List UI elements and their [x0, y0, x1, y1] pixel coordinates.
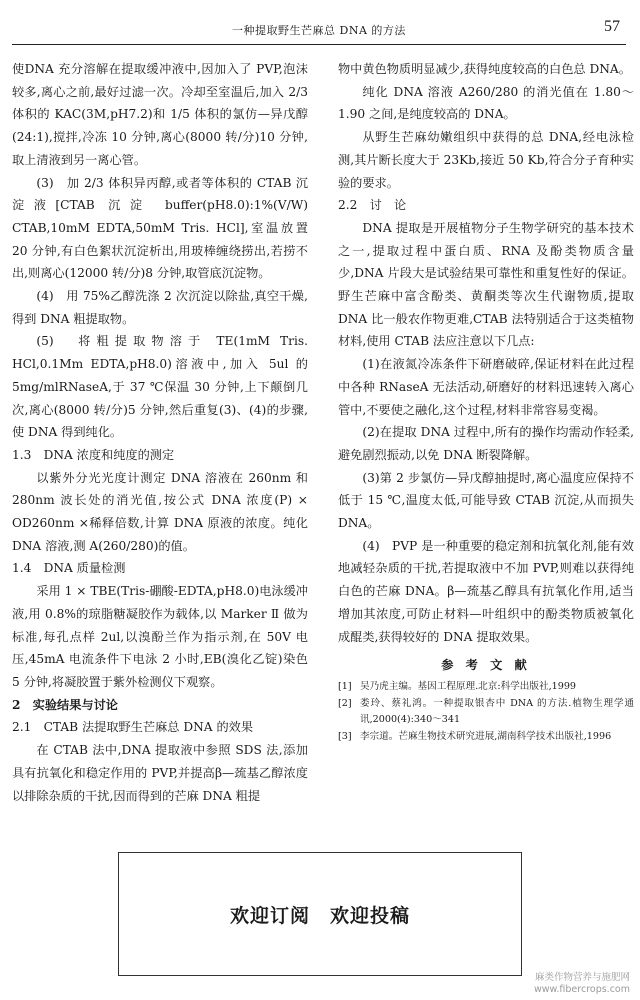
paragraph: (5) 将粗提取物溶于 TE(1mM Tris. HCl,0.1Mm EDTA,pH8.0)溶液中,加入 5ul 的 5mg/mlRNaseA,于 37 ℃保温 30 分钟,上下颠倒几次,离心(8000 转/分)5 分钟,然后重复(3)、(4)的步骤,使 DNA 得到纯化。: [12, 334, 308, 440]
reference-text: 吴乃虎主编。基因工程原理.北京:科学出版社,1999: [360, 680, 577, 692]
subscription-text: 欢迎订阅 欢迎投稿: [229, 904, 410, 927]
page-number: 57: [604, 18, 620, 35]
paragraph: 从野生芒麻幼嫩组织中获得的总 DNA,经电泳检测,其片断长度大于 23Kb,接近 50 Kb,符合分子育种实验的要求。: [338, 130, 634, 190]
references-list: [338, 679, 634, 745]
reference-number: [2]: [338, 698, 352, 710]
paragraph: 采用 1 × TBE(Tris-硼酸-EDTA,pH8.0)电泳缓冲液,用 0.8%的琼脂糖凝胶作为载体,以 Marker Ⅱ 做为标准,每孔点样 2ul,以溴酚兰作为指示剂,在 50V 电压,45mA 电流条件下电泳 2 小时,EB(溴化乙锭)染色 5 分钟,将凝胶置于紫外检测仪下观察。: [12, 584, 308, 689]
paragraph: 使DNA 充分溶解在提取缓冲液中,因加入了 PVP,泡沫较多,离心之前,最好过滤一次。冷却至室温后,加入 2/3 体积的 KAC(3M,pH7.2)和 1/5 体积的氯仿—异戊醇(24:1),搅拌,冷冻 10 分钟,离心(8000 转/分)10 分钟,取上清液到另一离心管。: [12, 62, 308, 167]
section-heading: 2 实验结果与讨论: [12, 697, 118, 712]
paragraph: (3) 加 2/3 体积异丙醇,或者等体积的 CTAB 沉淀液[CTAB 沉淀 buffer(pH8.0):1%(V/W) CTAB,10mM EDTA,50mM Tris. HCl],室温放置 20 分钟,有白色絮状沉淀析出,用玻棒缠绕捞出,若捞不出,则离心(12000 转/分)8 分钟,取管底沉淀物。: [12, 175, 308, 281]
left-column: [12, 58, 308, 807]
section-heading: 1.3 DNA 浓度和纯度的测定: [12, 447, 175, 462]
running-header: [12, 18, 626, 45]
paragraph: DNA 提取是开展植物分子生物学研究的基本技术之一,提取过程中蛋白质、RNA 及酚类物质含量少,DNA 片段大是试验结果可靠性和重复性好的保证。野生芒麻中富含酚类、黄酮类等次生代谢物质,提取 DNA 比一般农作物更难,CTAB 法特别适合于这类植物材料,使用 CTAB 法应注意以下几点:: [338, 220, 634, 349]
right-column: [338, 58, 634, 747]
section-heading: 2.1 CTAB 法提取野生芒麻总 DNA 的效果: [12, 720, 254, 735]
paragraph: 在 CTAB 法中,DNA 提取液中参照 SDS 法,添加具有抗氧化和稳定作用的 PVP,并提高β—巯基乙醇浓度以排除杂质的干扰,因而得到的芒麻 DNA 粗提: [12, 743, 308, 803]
paragraph: 纯化 DNA 溶液 A260/280 的消光值在 1.80～1.90 之间,是纯度较高的 DNA。: [338, 84, 634, 122]
reference-item: [338, 679, 634, 695]
paragraph: (2)在提取 DNA 过程中,所有的操作均需动作轻柔,避免剧烈振动,以免 DNA 断裂降解。: [338, 425, 634, 462]
section-heading: 2.2 讨 论: [338, 198, 407, 213]
reference-item: [338, 696, 634, 727]
references-title: 参 考 文 献: [441, 658, 531, 673]
section-heading: 1.4 DNA 质量检测: [12, 561, 126, 576]
paragraph: (3)第 2 步氯仿—异戊醇抽提时,离心温度应保持不低于 15 ℃,温度太低,可能导致 CTAB 沉淀,从而损失 DNA。: [338, 470, 634, 531]
running-title: 一种提取野生芒麻总 DNA 的方法: [232, 24, 406, 37]
reference-number: [3]: [338, 731, 352, 743]
paragraph: 物中黄色物质明显减少,获得纯度较高的白色总 DNA。: [338, 62, 631, 76]
reference-item: [338, 729, 634, 745]
reference-text: 娄玲、蔡礼鸿。一种提取银杏中 DNA 的方法.植物生理学通讯,2000(4):340～341: [360, 698, 634, 725]
watermark-line-2: www.fibercrops.com: [533, 984, 630, 995]
reference-text: 李宗道。芒麻生物技术研究进展,湖南科学技术出版社,1996: [360, 731, 612, 743]
reference-number: [1]: [338, 680, 352, 692]
right-column-body: [338, 58, 634, 648]
paragraph: 以紫外分光光度计测定 DNA 溶液在 260nm 和 280nm 波长处的消光值,按公式 DNA 浓度(P) × OD260nm ×稀释倍数,计算 DNA 原液的浓度。纯化 DNA 溶液,测 A(260/280)的值。: [12, 470, 308, 553]
site-watermark: [534, 972, 630, 996]
paragraph: (4) 用 75%乙醇洗涤 2 次沉淀以除盐,真空干燥,得到 DNA 粗提取物。: [12, 289, 308, 326]
watermark-line-1: 麻类作物营养与施肥网: [534, 972, 630, 983]
paragraph: (4) PVP 是一种重要的稳定剂和抗氧化剂,能有效地减轻杂质的干扰,若提取液中不加 PVP,则难以获得纯白色的芒麻 DNA。β—巯基乙醇具有抗氧化作用,适当增加其浓度,可防止材料—叶组织中的酚类物质被氧化成醌类,获得较好的 DNA 提取效果。: [338, 538, 634, 644]
subscription-box: [118, 852, 522, 976]
paragraph: (1)在液氮冷冻条件下研磨破碎,保证材料在此过程中各种 RNaseA 无法活动,研磨好的材料迅速转入离心管中,不要使之融化,这个过程,材料非常容易变褐。: [338, 357, 634, 417]
